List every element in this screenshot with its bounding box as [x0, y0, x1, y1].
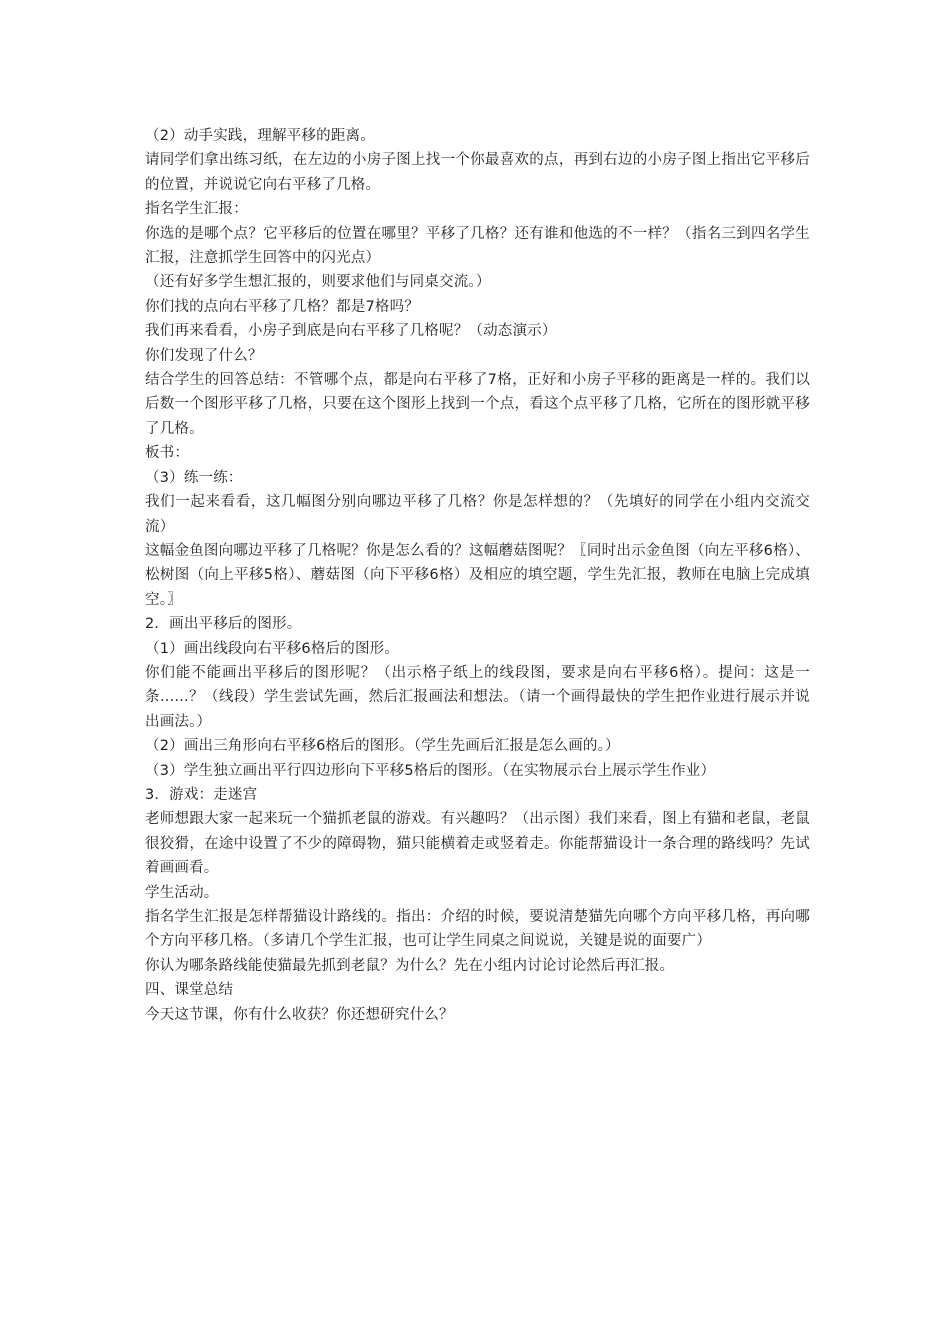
- section-heading: 3．游戏：走迷宫: [145, 786, 258, 803]
- paragraph: 我们一起来看看，这几幅图分别向哪边平移了几格？你是怎样想的？（先填好的同学在小组内交流交流）: [145, 494, 810, 535]
- paragraph: 今天这节课，你有什么收获？你还想研究什么？: [145, 1006, 454, 1023]
- paragraph: （还有好多学生想汇报的，则要求他们与同桌交流。）: [145, 274, 491, 291]
- document-body: [145, 124, 810, 1027]
- paragraph: 老师想跟大家一起来玩一个猫抓老鼠的游戏。有兴趣吗？（出示图）我们来看，图上有猫和老鼠，老鼠很狡猾，在途中设置了不少的障碍物，猫只能横着走或竖着走。你能帮猫设计一条合理的路线吗？先试着画画看。: [145, 811, 810, 877]
- section-heading: 2．画出平移后的图形。: [145, 616, 302, 633]
- paragraph: 我们再来看看，小房子到底是向右平移了几格呢？（动态演示）: [145, 323, 557, 340]
- paragraph: 你认为哪条路线能使猫最先抓到老鼠？为什么？先在小组内讨论讨论然后再汇报。: [145, 957, 675, 974]
- paragraph: （3）练一练：: [145, 469, 243, 486]
- paragraph: （2）画出三角形向右平移6格后的图形。（学生先画后汇报是怎么画的。）: [145, 738, 620, 755]
- paragraph: （2）动手实践，理解平移的距离。: [145, 128, 375, 144]
- paragraph: 你们发现了什么？: [145, 347, 263, 364]
- paragraph: 板书：: [145, 445, 190, 462]
- paragraph: 你选的是哪个点？它平移后的位置在哪里？平移了几格？还有谁和他选的不一样？（指名三到四名学生汇报，注意抓学生回答中的闪光点）: [145, 225, 810, 267]
- paragraph: 结合学生的回答总结：不管哪个点，都是向右平移了7格，正好和小房子平移的距离是一样的。我们以后数一个图形平移了几格，只要在这个图形上找到一个点，看这个点平移了几格，它所在的图形就平移了几格。: [145, 372, 810, 437]
- paragraph: （1）画出线段向右平移6格后的图形。: [145, 640, 400, 657]
- section-heading: 四、课堂总结: [145, 982, 234, 999]
- paragraph: 请同学们拿出练习纸，在左边的小房子图上找一个你最喜欢的点，再到右边的小房子图上指出它平移后的位置，并说说它向右平移了几格。: [145, 152, 810, 193]
- paragraph: 这幅金鱼图向哪边平移了几格呢？你是怎么看的？这幅蘑菇图呢？〖同时出示金鱼图（向左平移6格）、松树图（向上平移5格）、蘑菇图（向下平移6格）及相应的填空题，学生先汇报，教师在电脑上完成填空。〗: [145, 542, 810, 608]
- paragraph: 指名学生汇报：: [145, 201, 248, 218]
- paragraph: 学生活动。: [145, 884, 219, 901]
- paragraph: （3）学生独立画出平行四边形向下平移5格后的图形。（在实物展示台上展示学生作业）: [145, 762, 716, 779]
- paragraph: 指名学生汇报是怎样帮猫设计路线的。指出：介绍的时候，要说清楚猫先向哪个方向平移几格，再向哪个方向平移几格。（多请几个学生汇报，也可让学生同桌之间说说，关键是说的面要广）: [145, 909, 810, 950]
- paragraph: 你们找的点向右平移了几格？都是7格吗？: [145, 298, 420, 315]
- paragraph: 你们能不能画出平移后的图形呢？（出示格子纸上的线段图，要求是向右平移6格）。提问：这是一条......？（线段）学生尝试先画，然后汇报画法和想法。（请一个画得最快的学生把作业进行展示并说出画法。）: [145, 664, 810, 730]
